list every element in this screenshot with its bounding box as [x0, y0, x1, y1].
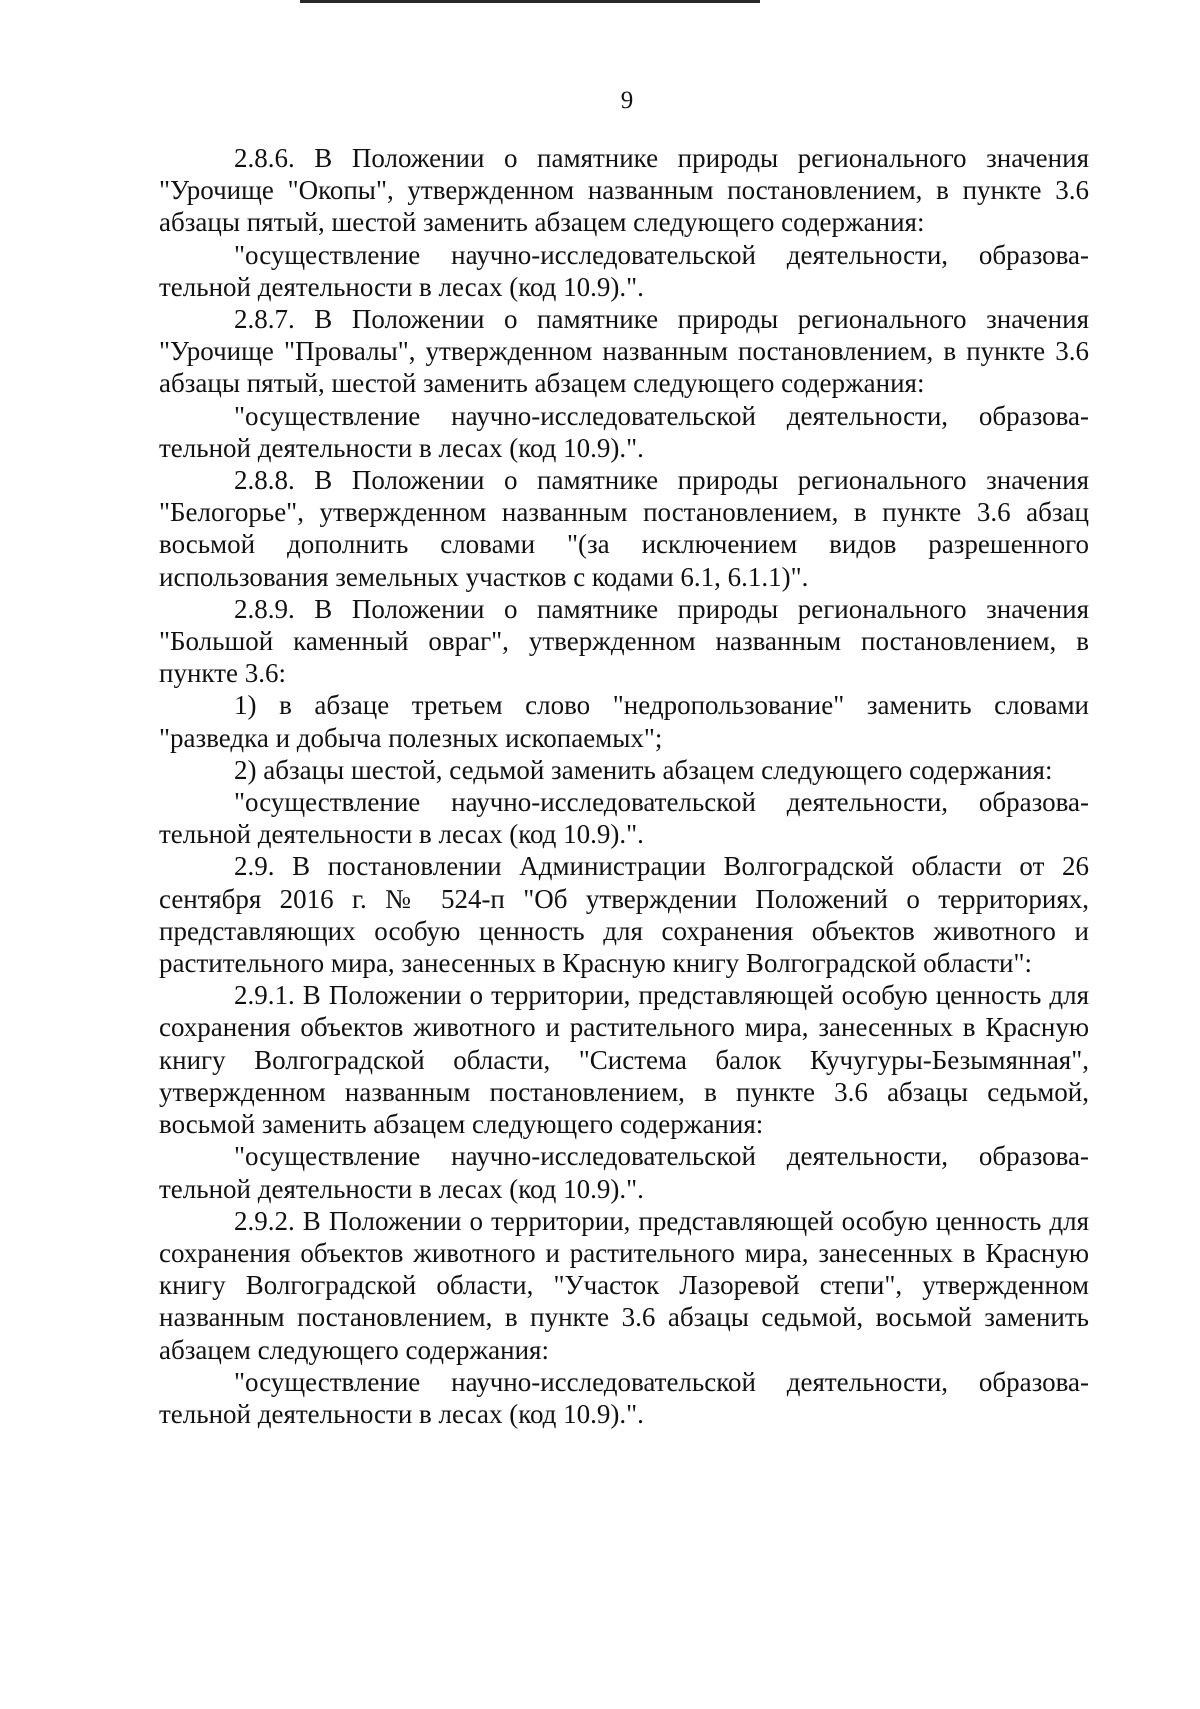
- paragraph-2-8-6: 2.8.6. В Положении о памятнике природы регионального значения "Урочище "Окопы", утвержденном названным постановлением, в пункте 3.6 абзацы пятый, шестой заменить абзацем следующего содержания:: [159, 143, 1089, 238]
- quote-2-9-1: "осуществление научно-исследовательской деятельности, образова-тельной деятельности в лесах (код 10.9).".: [159, 1141, 1089, 1204]
- paragraph-2-9: 2.9. В постановлении Администрации Волгоградской области от 26 сентября 2016 г. № 524-п "Об утверждении Положений о территориях, представляющих особую ценность для сохранения объектов животного и растительного мира, занесенных в Красную книгу Волгоградской области":: [159, 851, 1089, 979]
- quote-2-8-7: "осуществление научно-исследовательской деятельности, образова-тельной деятельности в лесах (код 10.9).".: [159, 400, 1089, 463]
- paragraph-2-9-1: 2.9.1. В Положении о территории, представляющей особую ценность для сохранения объектов животного и растительного мира, занесенных в Красную книгу Волгоградской области, "Система балок Кучугуры-Безымянная", утвержденном названным постановлением, в пункте 3.6 абзацы седьмой, восьмой заменить абзацем следующего содержания:: [159, 980, 1089, 1140]
- quote-2-8-6: "осуществление научно-исследовательской деятельности, образова-тельной деятельности в лесах (код 10.9).".: [159, 239, 1089, 302]
- paragraph-2-8-9-item-2: 2) абзацы шестой, седьмой заменить абзацем следующего содержания:: [234, 754, 1053, 785]
- quote-2-9-2: "осуществление научно-исследовательской деятельности, образова-тельной деятельности в лесах (код 10.9).".: [159, 1366, 1089, 1429]
- document-body: [159, 142, 1089, 1430]
- quote-2-8-9: "осуществление научно-исследовательской деятельности, образова-тельной деятельности в лесах (код 10.9).".: [159, 787, 1089, 850]
- paragraph-2-8-7: 2.8.7. В Положении о памятнике природы регионального значения "Урочище "Провалы", утвержденном названным постановлением, в пункте 3.6 абзацы пятый, шестой заменить абзацем следующего содержания:: [159, 304, 1089, 399]
- paragraph-2-9-2: 2.9.2. В Положении о территории, представляющей особую ценность для сохранения объектов животного и растительного мира, занесенных в Красную книгу Волгоградской области, "Участок Лазоревой степи", утвержденном названным постановлением, в пункте 3.6 абзацы седьмой, восьмой заменить абзацем следующего содержания:: [159, 1205, 1089, 1365]
- page-number: 9: [620, 87, 634, 114]
- paragraph-2-8-9: 2.8.9. В Положении о памятнике природы регионального значения "Большой каменный овраг", утвержденном названным постановлением, в пункте 3.6:: [159, 593, 1089, 689]
- scan-edge-line: [300, 0, 760, 3]
- paragraph-2-8-8: 2.8.8. В Положении о памятнике природы регионального значения "Белогорье", утвержденном названным постановлением, в пункте 3.6 абзац восьмой дополнить словами "(за исключением видов разрешенного использования земельных участков с кодами 6.1, 6.1.1)".: [159, 465, 1089, 592]
- paragraph-2-8-9-item-1: 1) в абзаце третьем слово "недропользование" заменить словами "разведка и добыча полезных ископаемых";: [159, 690, 1089, 753]
